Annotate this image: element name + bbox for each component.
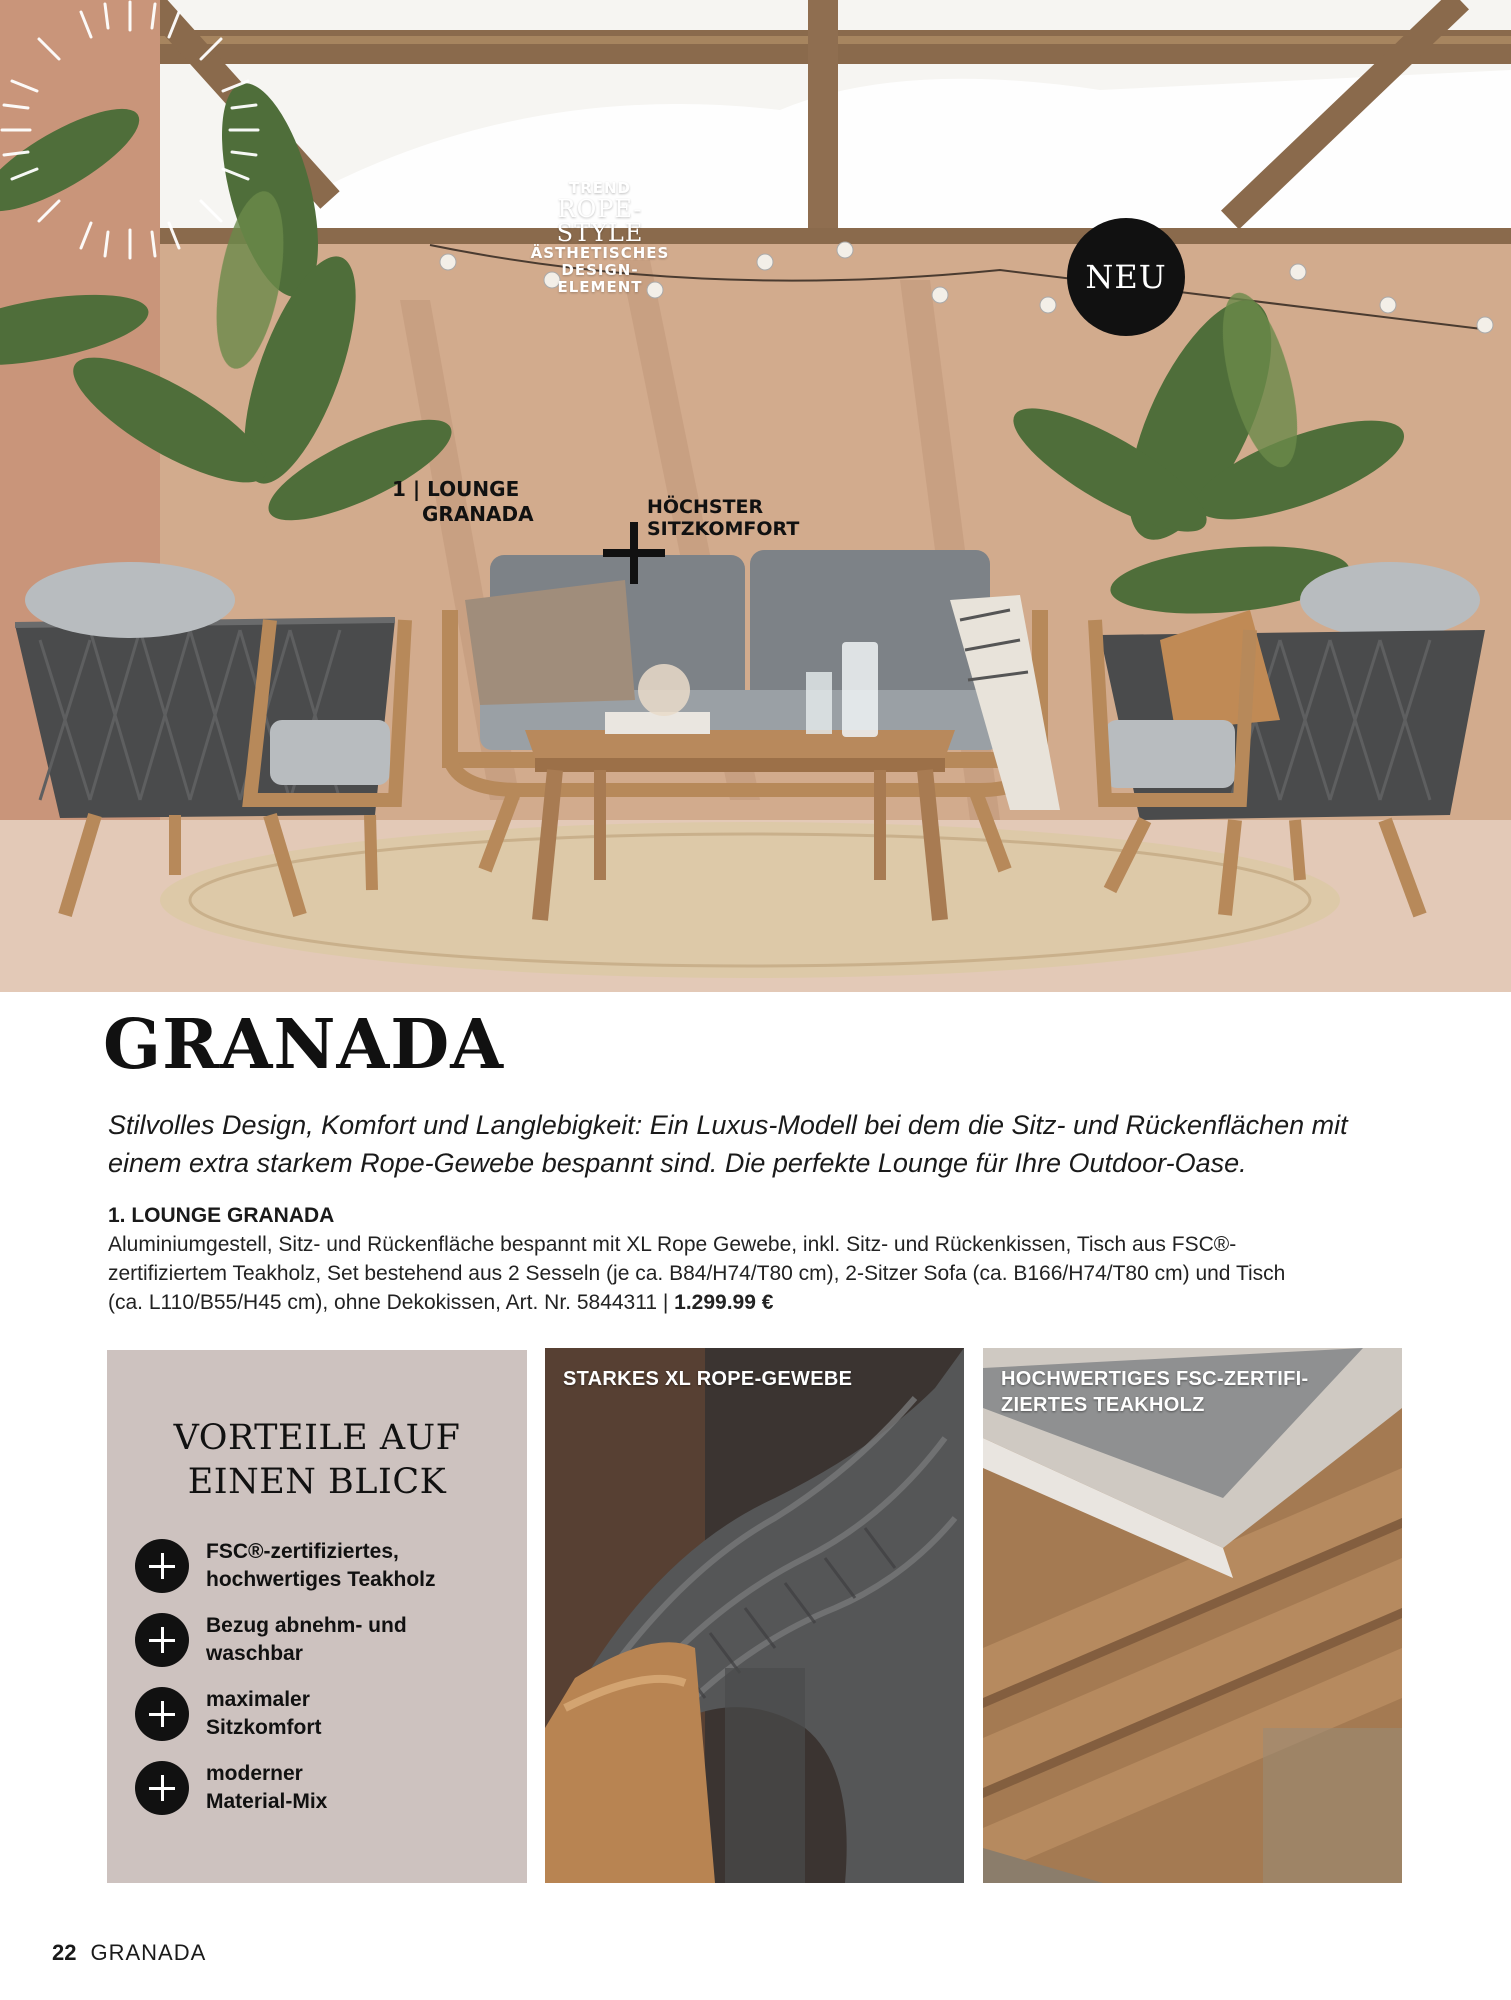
benefit-text <box>206 1760 506 1816</box>
trend-starburst-icon <box>0 0 260 260</box>
benefit-line: waschbar <box>206 1642 303 1665</box>
product-desc-line-3 <box>108 1288 1408 1317</box>
teak-detail-image <box>983 1348 1402 1883</box>
lounge-callout-line-1: 1 | LOUNGE <box>392 477 520 501</box>
teak-caption <box>1001 1366 1381 1418</box>
intro-line-2: einem extra starkem Rope-Gewebe bespannt sind. Die perfekte Lounge für Ihre Outdoor-Oase. <box>108 1148 1247 1178</box>
product-desc-line-1: Aluminiumgestell, Sitz- und Rückenfläche bespannt mit XL Rope Gewebe, inkl. Sitz- und Rückenkissen, Tisch aus FSC®- <box>108 1233 1237 1256</box>
rope-detail-image <box>545 1348 964 1883</box>
benefits-title <box>107 1416 527 1504</box>
comfort-callout-line-1: HÖCHSTER <box>647 496 764 518</box>
trend-line-3: STYLE <box>556 219 644 247</box>
trend-badge <box>470 180 730 296</box>
benefit-line: moderner <box>206 1762 303 1785</box>
benefit-text <box>206 1612 506 1668</box>
new-badge: NEU <box>1067 218 1185 336</box>
hero-photo <box>0 0 1511 992</box>
lounge-callout-line-2: GRANADA <box>422 502 534 526</box>
benefit-item <box>135 1538 506 1594</box>
teak-caption-line-1: HOCHWERTIGES FSC-ZERTIFI- <box>1001 1368 1309 1390</box>
plus-circle-icon <box>135 1687 189 1741</box>
trend-line-6: ELEMENT <box>557 278 643 296</box>
benefits-panel <box>107 1350 527 1883</box>
product-desc-line-2: zertifiziertem Teakholz, Set bestehend aus 2 Sesseln (je ca. B84/H74/T80 cm), 2-Sitzer Sofa (ca. B166/H74/T80 cm) und Tisch <box>108 1262 1286 1285</box>
plus-circle-icon <box>135 1539 189 1593</box>
intro-line-1: Stilvolles Design, Komfort und Langlebigkeit: Ein Luxus-Modell bei dem die Sitz- und Rückenflächen mit <box>108 1110 1348 1140</box>
product-price: 1.299.99 € <box>674 1291 774 1314</box>
benefit-line: Bezug abnehm- und <box>206 1614 407 1637</box>
page-number: 22 <box>52 1940 77 1965</box>
page-title: GRANADA <box>103 1005 504 1085</box>
benefit-text <box>206 1538 506 1594</box>
trend-line-5: DESIGN- <box>561 261 639 279</box>
rope-caption: STARKES XL ROPE-GEWEBE <box>563 1368 853 1390</box>
benefit-line: Material-Mix <box>206 1790 328 1813</box>
product-description <box>108 1230 1408 1317</box>
benefit-text <box>206 1686 506 1742</box>
comfort-callout-line-2: SITZKOMFORT <box>647 518 800 540</box>
benefit-item <box>135 1612 506 1668</box>
benefits-title-line-1: VORTEILE AUF <box>173 1418 461 1458</box>
teak-caption-line-2: ZIERTES TEAKHOLZ <box>1001 1394 1205 1416</box>
plus-circle-icon <box>135 1761 189 1815</box>
lounge-callout <box>392 477 562 527</box>
benefit-line: hochwertiges Teakholz <box>206 1568 436 1591</box>
comfort-callout <box>647 496 827 540</box>
product-desc-line-3-text: (ca. L110/B55/H45 cm), ohne Dekokissen, Art. Nr. 5844311 | <box>108 1291 675 1314</box>
benefits-title-line-2: EINEN BLICK <box>187 1462 447 1502</box>
footer-section: GRANADA <box>90 1940 207 1965</box>
rope-detail-photo <box>545 1348 964 1883</box>
product-heading: 1. LOUNGE GRANADA <box>108 1204 335 1227</box>
page-footer <box>52 1940 206 1966</box>
trend-line-1: TREND <box>568 179 632 197</box>
teak-detail-photo <box>983 1348 1402 1883</box>
benefit-line: FSC®-zertifiziertes, <box>206 1540 399 1563</box>
trend-line-4: ÄSTHETISCHES <box>530 244 670 262</box>
benefit-item <box>135 1686 506 1742</box>
benefit-line: maximaler <box>206 1688 310 1711</box>
intro-text <box>108 1106 1408 1182</box>
trend-line-2: ROPE- <box>557 195 643 223</box>
benefit-item <box>135 1760 506 1816</box>
benefit-line: Sitzkomfort <box>206 1716 322 1739</box>
plus-circle-icon <box>135 1613 189 1667</box>
